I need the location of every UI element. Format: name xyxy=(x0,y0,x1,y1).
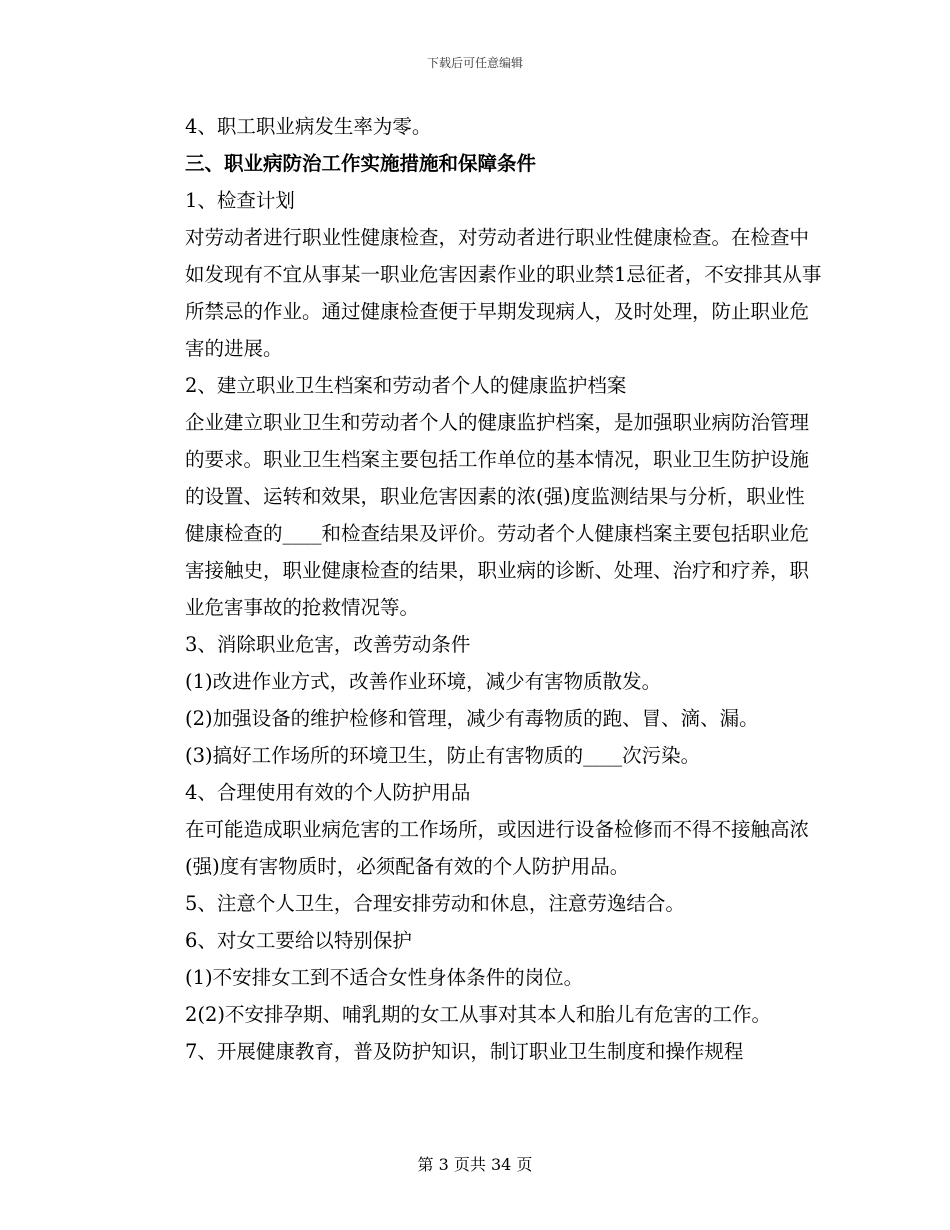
paragraph: (1)改进作业方式，改善作业环境，减少有害物质散发。 xyxy=(185,670,662,693)
paragraph: 企业建立职业卫生和劳动者个人的健康监护档案，是加强职业病防治管理的要求。职业卫生档案主要包括工作单位的基本情况，职业卫生防护设施的设置、运转和效果，职业危害因素的浓(强)度监测结果与分析，职业性健康检查的____和检查结果及评价。劳动者个人健康档案主要包括职业危害接触史，职业健康检查的结果，职业病的诊断、处理、治疗和疗养，职业危害事故的抢救情况等。 xyxy=(185,411,810,619)
section-heading: 三、职业病防治工作实施措施和保障条件 xyxy=(185,152,537,175)
page-footer: 第 3 页共 34 页 xyxy=(417,1155,533,1174)
paragraph: 6、对女工要给以特别保护 xyxy=(185,929,412,952)
paragraph: 1、检查计划 xyxy=(185,189,295,212)
paragraph: (3)搞好工作场所的环境卫生，防止有害物质的____次污染。 xyxy=(185,744,701,767)
paragraph: 5、注意个人卫生，合理安排劳动和休息，注意劳逸结合。 xyxy=(185,892,685,915)
paragraph: 4、职工职业病发生率为零。 xyxy=(185,115,432,138)
paragraph: 4、合理使用有效的个人防护用品 xyxy=(185,781,471,804)
paragraph: 在可能造成职业病危害的工作场所，或因进行设备检修而不得不接触高浓(强)度有害物质时，必须配备有效的个人防护用品。 xyxy=(185,818,810,878)
paragraph: 2、建立职业卫生档案和劳动者个人的健康监护档案 xyxy=(185,374,627,397)
document-body xyxy=(143,108,823,1070)
paragraph: 7、开展健康教育，普及防护知识，制订职业卫生制度和操作规程 xyxy=(185,1040,744,1063)
paragraph: 对劳动者进行职业性健康检查，对劳动者进行职业性健康检查。在检查中如发现有不宜从事某一职业危害因素作业的职业禁1忌征者，不安排其从事所禁忌的作业。通过健康检查便于早期发现病人，及时处理，防止职业危害的进展。 xyxy=(185,226,822,360)
paragraph: (1)不安排女工到不适合女性身体条件的岗位。 xyxy=(185,966,584,989)
paragraph: 2(2)不安排孕期、哺乳期的女工从事对其本人和胎儿有危害的工作。 xyxy=(185,1003,772,1026)
paragraph: (2)加强设备的维护检修和管理，减少有毒物质的跑、冒、滴、漏。 xyxy=(185,707,759,730)
page-header: 下载后可任意编辑 xyxy=(426,56,523,70)
paragraph: 3、消除职业危害，改善劳动条件 xyxy=(185,633,471,656)
